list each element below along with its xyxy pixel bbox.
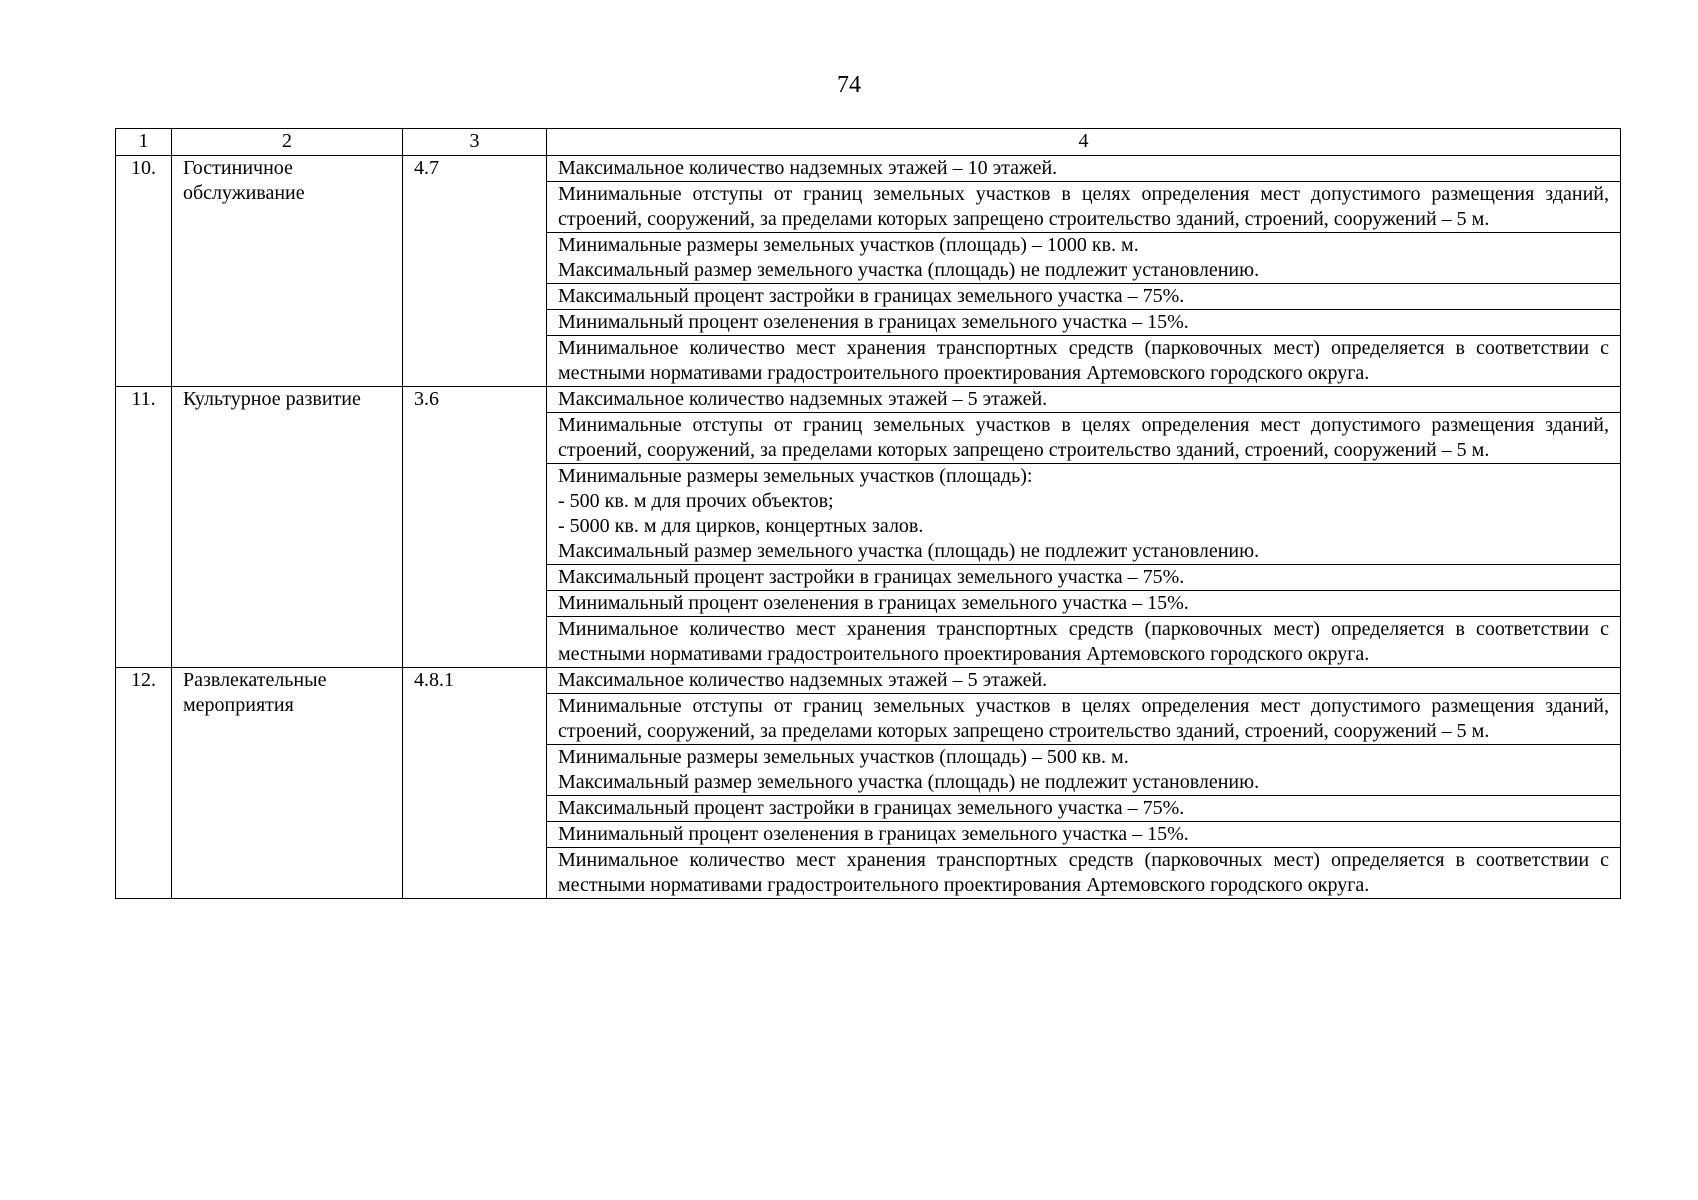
column-number-2: 2 [172, 129, 403, 156]
column-number-3: 3 [403, 129, 547, 156]
parameter-text: Максимальный процент застройки в границах земельного участка – 75%. [558, 566, 1185, 588]
parameter-text: Максимальный процент застройки в границах земельного участка – 75%. [558, 285, 1185, 307]
page-number: 74 [837, 72, 861, 98]
column-number-4: 4 [547, 129, 1621, 156]
use-type-code: 3.6 [403, 387, 547, 668]
use-type-name: Развлекательные мероприятия [172, 668, 403, 899]
parameter-cell [547, 413, 1621, 464]
parameter-cell [547, 565, 1621, 591]
parameter-cell [547, 617, 1621, 668]
parameter-cell [547, 745, 1621, 796]
parameter-text: Минимальный процент озеленения в границах земельного участка – 15%. [558, 592, 1189, 614]
parameter-text: Минимальный процент озеленения в границах земельного участка – 15%. [558, 311, 1189, 333]
row-number: 11. [116, 387, 172, 668]
parameter-text: Максимальный размер земельного участка (площадь) не подлежит установлению. [558, 259, 1260, 281]
parameter-cell [547, 156, 1621, 182]
parameter-text: Максимальное количество надземных этажей – 5 этажей. [558, 388, 1048, 410]
table-row [116, 387, 1621, 413]
parameter-text: Максимальное количество надземных этажей – 5 этажей. [558, 669, 1048, 691]
row-number: 12. [116, 668, 172, 899]
parameter-text: Минимальные отступы от границ земельных участков в целях определения мест допустимого размещения зданий, строений, сооружений, за пределами которых запрещено строительство зданий, строений, сооружений – 5 м. [558, 695, 1609, 742]
parameter-text: Минимальные отступы от границ земельных участков в целях определения мест допустимого размещения зданий, строений, сооружений, за пределами которых запрещено строительство зданий, строений, сооружений – 5 м. [558, 414, 1609, 461]
parameter-text: Минимальные размеры земельных участков (площадь) – 1000 кв. м. [558, 234, 1139, 256]
parameter-cell [547, 310, 1621, 336]
parameter-cell [547, 822, 1621, 848]
parameter-cell [547, 668, 1621, 694]
parameter-text: Максимальный размер земельного участка (площадь) не подлежит установлению. [558, 540, 1260, 562]
table-row [116, 668, 1621, 694]
use-type-code: 4.8.1 [403, 668, 547, 899]
parameter-text: - 5000 кв. м для цирков, концертных залов. [558, 515, 924, 537]
parameter-text: Максимальный процент застройки в границах земельного участка – 75%. [558, 797, 1185, 819]
parameter-cell [547, 182, 1621, 233]
parameter-text: Минимальные отступы от границ земельных участков в целях определения мест допустимого размещения зданий, строений, сооружений, за пределами которых запрещено строительство зданий, строений, сооружений – 5 м. [558, 183, 1609, 230]
parameter-text: Максимальный размер земельного участка (площадь) не подлежит установлению. [558, 771, 1260, 793]
parameter-cell [547, 796, 1621, 822]
column-number-1: 1 [116, 129, 172, 156]
use-type-name: Гостиничное обслуживание [172, 156, 403, 387]
row-number: 10. [116, 156, 172, 387]
parameter-cell [547, 694, 1621, 745]
column-number-row [116, 129, 1621, 156]
regulations-table [115, 128, 1621, 899]
parameter-text: Минимальное количество мест хранения транспортных средств (парковочных мест) определяется в соответствии с местными нормативами градостроительного проектирования Артемовского городского округа. [558, 849, 1609, 896]
table-row [116, 156, 1621, 182]
parameter-cell [547, 464, 1621, 565]
parameter-cell [547, 233, 1621, 284]
parameter-cell [547, 387, 1621, 413]
parameter-text: Максимальное количество надземных этажей – 10 этажей. [558, 157, 1058, 179]
parameter-cell [547, 336, 1621, 387]
parameter-text: Минимальные размеры земельных участков (площадь) – 500 кв. м. [558, 746, 1129, 768]
use-type-code: 4.7 [403, 156, 547, 387]
parameter-text: Минимальный процент озеленения в границах земельного участка – 15%. [558, 823, 1189, 845]
parameter-text: Минимальное количество мест хранения транспортных средств (парковочных мест) определяется в соответствии с местными нормативами градостроительного проектирования Артемовского городского округа. [558, 337, 1609, 384]
parameter-text: Минимальное количество мест хранения транспортных средств (парковочных мест) определяется в соответствии с местными нормативами градостроительного проектирования Артемовского городского округа. [558, 618, 1609, 665]
parameter-cell [547, 848, 1621, 899]
parameter-text: Минимальные размеры земельных участков (площадь): [558, 465, 1033, 487]
parameter-text: - 500 кв. м для прочих объектов; [558, 490, 834, 512]
parameter-cell [547, 284, 1621, 310]
use-type-name: Культурное развитие [172, 387, 403, 668]
parameter-cell [547, 591, 1621, 617]
